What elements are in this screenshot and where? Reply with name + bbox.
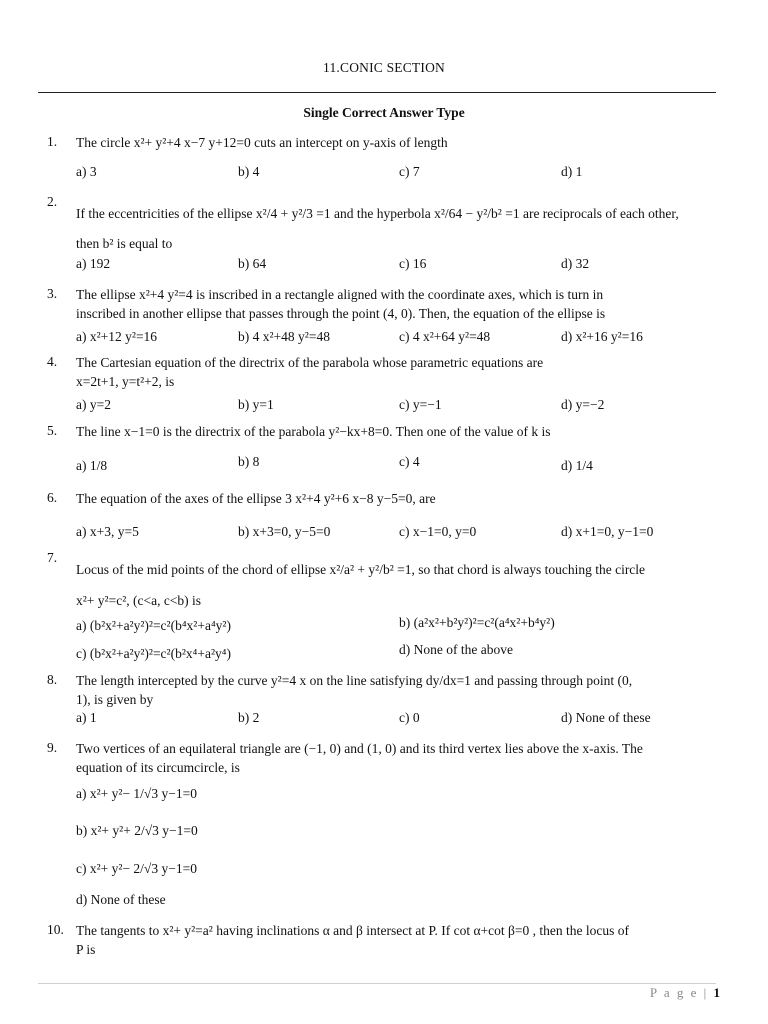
page-number: 1 [713, 985, 720, 1000]
question-number: 4. [47, 354, 58, 369]
footer-divider [38, 983, 716, 984]
question-text-line-2: x=2t+1, y=t²+2, is [76, 374, 175, 389]
option-c: c) 16 [399, 256, 427, 271]
option-d: d) None of the above [399, 642, 513, 657]
option-b: b) (a²x²+b²y²)²=c²(a⁴x²+b⁴y²) [399, 615, 555, 630]
option-d: d) x²+16 y²=16 [561, 329, 643, 344]
option-a: a) 1 [76, 710, 97, 725]
option-d: d) 32 [561, 256, 590, 271]
question-number: 2. [47, 194, 58, 209]
option-b: b) 2 [238, 710, 260, 725]
header-divider [38, 92, 716, 93]
page-label: P a g e | [649, 985, 709, 1000]
option-a: a) x+3, y=5 [76, 524, 139, 539]
question-text: The equation of the axes of the ellipse 3 x²+4 y²+6 x−8 y−5=0, are [76, 491, 436, 506]
question-text-line-2: then b² is equal to [76, 236, 173, 251]
question-text: If the eccentricities of the ellipse x²/4 + y²/3 =1 and the hyperbola x²/64 − y²/b² =1 are reciprocals of each other, [76, 206, 679, 221]
option-d: d) None of these [561, 710, 651, 725]
option-c: c) 4 [399, 454, 420, 469]
question-text: The ellipse x²+4 y²=4 is inscribed in a rectangle aligned with the coordinate axes, which is turn in [76, 287, 604, 302]
option-a: a) 3 [76, 164, 97, 179]
option-a: a) x²+12 y²=16 [76, 329, 158, 344]
option-d: d) None of these [76, 892, 166, 907]
option-b: b) 4 x²+48 y²=48 [238, 329, 330, 344]
option-a: a) y=2 [76, 397, 111, 412]
option-d: d) 1/4 [561, 458, 593, 473]
option-c: c) (b²x²+a²y²)²=c²(b²x⁴+a²y⁴) [76, 646, 231, 661]
question-text-line-2: inscribed in another ellipse that passes through the point (4, 0). Then, the equation of the ellipse is [76, 306, 606, 321]
option-a: a) 1/8 [76, 458, 108, 473]
section-subtitle: Single Correct Answer Type [303, 105, 465, 120]
option-c: c) 4 x²+64 y²=48 [399, 329, 491, 344]
option-d: d) y=−2 [561, 397, 605, 412]
option-a: a) 192 [76, 256, 111, 271]
question-number: 7. [47, 550, 58, 565]
question-text: The tangents to x²+ y²=a² having inclinations α and β intersect at P. If cot α+cot β=0 , then the locus of [76, 923, 629, 938]
question-text: The line x−1=0 is the directrix of the parabola y²−kx+8=0. Then one of the value of k is [76, 424, 551, 439]
question-text: The Cartesian equation of the directrix of the parabola whose parametric equations are [76, 355, 544, 370]
question-text-line-2: x²+ y²=c², (c<a, c<b) is [76, 593, 202, 608]
question-number: 9. [47, 740, 58, 755]
question-text: The length intercepted by the curve y²=4 x on the line satisfying dy/dx=1 and passing through point (0, [76, 673, 633, 688]
question-number: 8. [47, 672, 58, 687]
option-c: c) 0 [399, 710, 420, 725]
option-b: b) x²+ y²+ 2/√3 y−1=0 [76, 823, 198, 838]
option-c: c) 7 [399, 164, 420, 179]
question-number: 3. [47, 286, 58, 301]
question-text-line-2: 1), is given by [76, 692, 154, 707]
option-c: c) x²+ y²− 2/√3 y−1=0 [76, 861, 197, 876]
question-number: 10. [47, 922, 64, 937]
option-b: b) x+3=0, y−5=0 [238, 524, 331, 539]
question-number: 1. [47, 134, 58, 149]
option-b: b) 8 [238, 454, 260, 469]
option-b: b) 4 [238, 164, 260, 179]
question-text: Two vertices of an equilateral triangle are (−1, 0) and (1, 0) and its third vertex lies above the x-axis. The [76, 741, 643, 756]
question-text-line-2: equation of its circumcircle, is [76, 760, 240, 775]
question-text: Locus of the mid points of the chord of ellipse x²/a² + y²/b² =1, so that chord is always touching the circle [76, 562, 646, 577]
option-b: b) 64 [238, 256, 267, 271]
option-c: c) x−1=0, y=0 [399, 524, 477, 539]
page-footer [650, 985, 720, 1001]
question-number: 6. [47, 490, 58, 505]
option-a: a) (b²x²+a²y²)²=c²(b⁴x²+a⁴y²) [76, 618, 231, 633]
option-d: d) x+1=0, y−1=0 [561, 524, 654, 539]
option-c: c) y=−1 [399, 397, 442, 412]
option-d: d) 1 [561, 164, 583, 179]
document-title: 11.CONIC SECTION [323, 60, 445, 75]
question-text-line-2: P is [76, 942, 96, 957]
question-number: 5. [47, 423, 58, 438]
option-b: b) y=1 [238, 397, 274, 412]
question-text: The circle x²+ y²+4 x−7 y+12=0 cuts an intercept on y-axis of length [76, 135, 448, 150]
option-a: a) x²+ y²− 1/√3 y−1=0 [76, 786, 197, 801]
